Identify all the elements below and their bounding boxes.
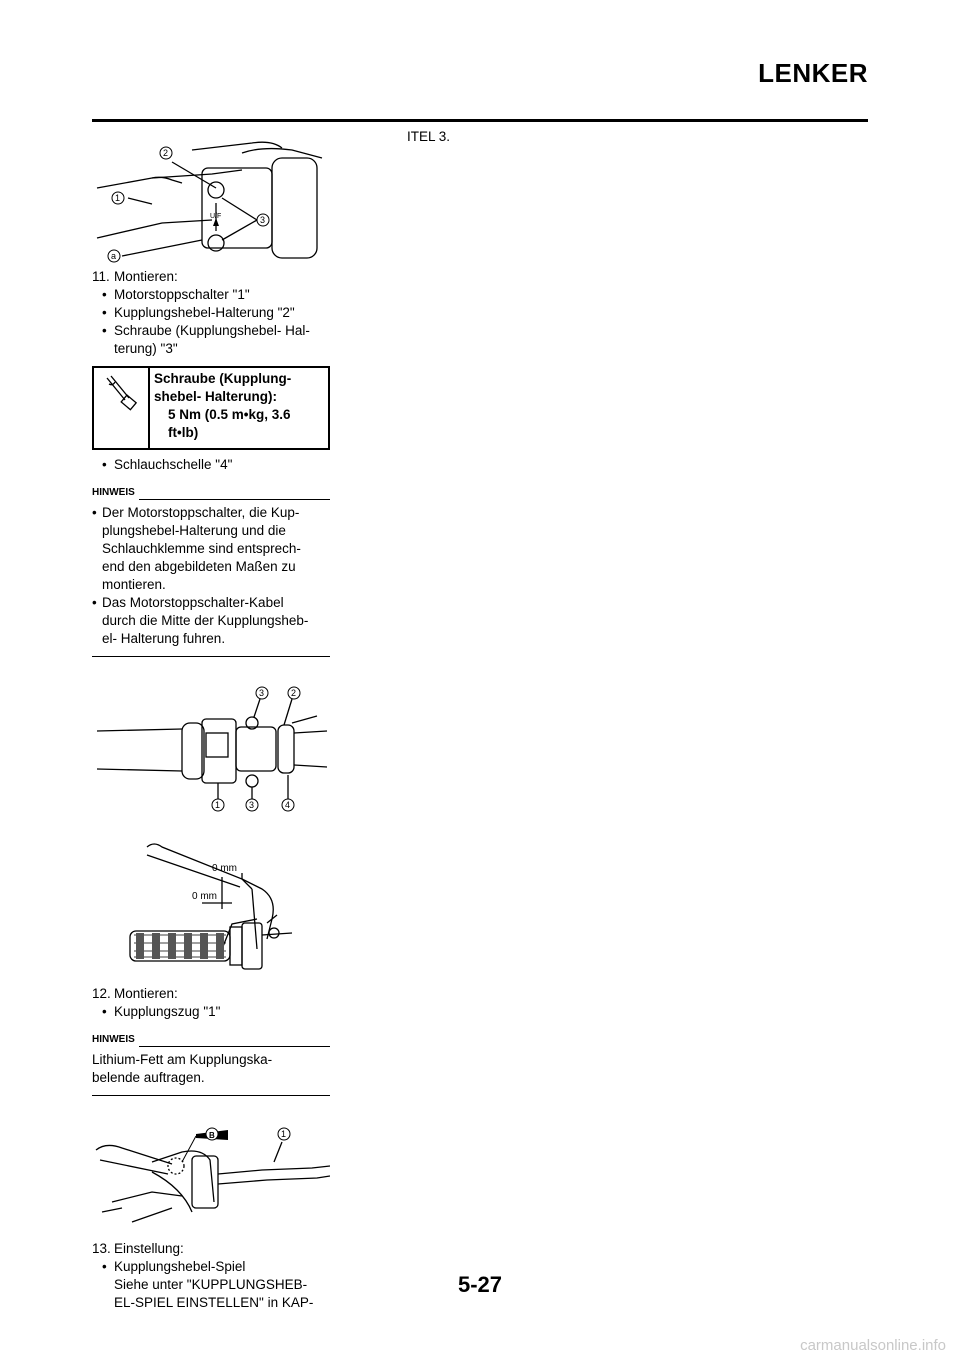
- fig2-label-3: 3: [259, 688, 265, 698]
- figure-cable-grease: [92, 1112, 330, 1232]
- note-body: Lithium-Fett am Kupplungska- belende auftragen.: [92, 1052, 273, 1085]
- left-column: [92, 128, 330, 1312]
- torque-spec-box: [92, 366, 330, 450]
- fig2-label-2: 2: [291, 688, 297, 698]
- step-12-item: • Kupplungszug "1": [92, 1003, 330, 1021]
- fig2-label-1: 1: [215, 800, 221, 810]
- fig3-dim-upper: 0 mm: [212, 863, 237, 874]
- fig2-label-3b: 3: [249, 800, 255, 810]
- step-13-reference: Siehe unter "KUPPLUNGSHEB- EL-SPIEL EINSTELLEN" in KAP-: [114, 1277, 314, 1310]
- step-11-item: • Motorstoppschalter "1": [92, 286, 330, 304]
- step-13-item: • Kupplungshebel-Spiel: [92, 1258, 330, 1276]
- note-rule: [92, 656, 330, 657]
- watermark: carmanualsonline.info: [800, 1337, 946, 1354]
- fig1-label-a: a: [111, 251, 117, 261]
- figure-clutch-holder: [92, 128, 330, 268]
- note-heading: HINWEIS: [92, 1031, 330, 1049]
- torque-wrench-icon: [94, 368, 150, 448]
- step-13-reference-cont: ITEL 3.: [407, 129, 451, 144]
- figure-switch-layout: [92, 671, 330, 821]
- note-body: [92, 504, 330, 648]
- fig1-label-1: 1: [115, 193, 121, 203]
- figure-lever-gap: [92, 839, 330, 979]
- torque-spec-text: Schraube (Kupplung- shebel- Halterung): 5 Nm (0.5 m•kg, 3.6 ft•lb): [154, 371, 292, 440]
- step-11: 11. Montieren:: [92, 269, 178, 284]
- note-rule: [92, 1095, 330, 1096]
- fig4-grease-mark: B: [209, 1131, 215, 1140]
- note-heading: HINWEIS: [92, 484, 330, 502]
- step-13: 13. Einstellung:: [92, 1241, 184, 1256]
- page-title: LENKER: [758, 58, 868, 88]
- fig4-label-1: 1: [281, 1129, 287, 1139]
- step-12: 12. Montieren:: [92, 986, 178, 1001]
- note-bullet: • Das Motorstoppschalter-Kabel durch die Mitte der Kupplungsheb- el- Halterung fuhren.: [92, 594, 330, 648]
- right-column: [385, 128, 785, 146]
- step-11-item-hose-clamp: • Schlauchschelle "4": [92, 456, 330, 474]
- step-11-item: • Kupplungshebel-Halterung "2": [92, 304, 330, 322]
- header-rule: [92, 119, 868, 122]
- fig3-dim-lower: 0 mm: [192, 891, 217, 902]
- fig2-label-4: 4: [285, 800, 291, 810]
- page-number: 5-27: [457, 1272, 503, 1297]
- fig1-label-2: 2: [163, 148, 169, 158]
- note-bullet: • Der Motorstoppschalter, die Kup- plungshebel-Halterung und die Schlauchklemme sind entsprech- end den abgebildeten Maßen zu montieren.: [92, 504, 330, 594]
- fig1-label-3: 3: [260, 215, 266, 225]
- step-11-item: • Schraube (Kupplungshebel- Hal- terung) "3": [92, 322, 330, 358]
- fig1-mark: U/F: [210, 213, 222, 220]
